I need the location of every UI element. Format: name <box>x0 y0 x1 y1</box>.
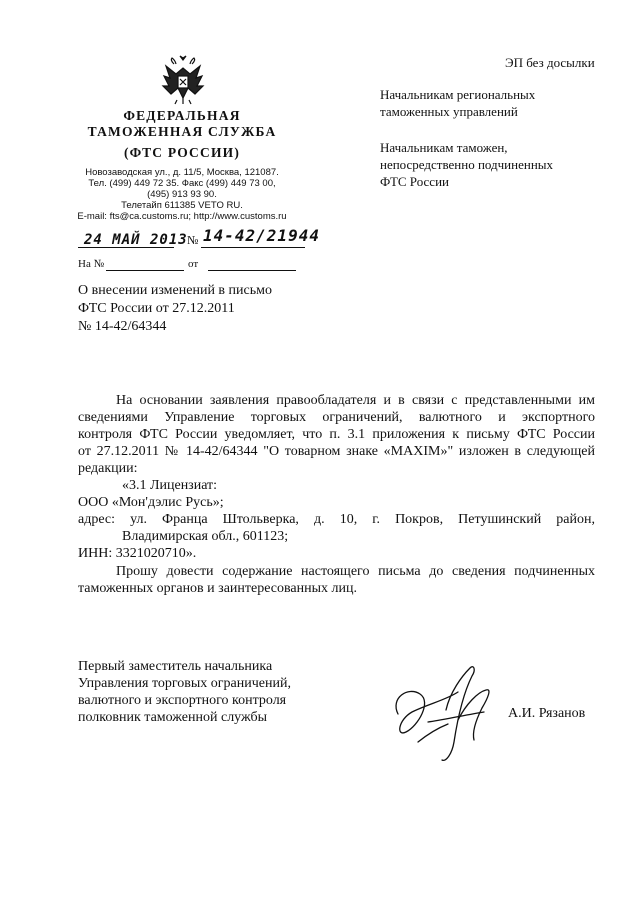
org-name-abbr: (ФТС РОССИИ) <box>123 145 241 160</box>
body-line: сведениями Управление торговых ограничений, валютного и экспортного <box>78 410 595 425</box>
handwritten-signature-icon <box>388 662 498 766</box>
ref-date-label: от <box>188 258 199 270</box>
signer-name: А.И. Рязанов <box>508 706 586 721</box>
signer-title-line: полковник таможенной службы <box>78 710 268 725</box>
addressee-line: ФТС России <box>380 174 449 189</box>
quote-line: «3.1 Лицензиат: <box>122 478 218 493</box>
ref-number-label: На № <box>78 258 105 270</box>
ep-note: ЭП без досылки <box>505 55 595 70</box>
addressee-line: Начальникам региональных <box>380 87 536 102</box>
addressee-line: таможенных управлений <box>380 104 518 119</box>
teletype-line: Телетайп 611385 VETO RU. <box>121 200 243 211</box>
quote-line: адрес: ул. Франца Штольверка, д. 10, г. Покров, Петушинский район, <box>78 512 595 527</box>
quote-line: ООО «Мон'дэлис Русь»; <box>78 495 224 510</box>
double-headed-eagle-icon <box>160 54 206 106</box>
body-line: от 27.12.2011 № 14-42/64344 "О товарном знаке «MAXIM»" изложен в следующей <box>78 444 595 459</box>
body-line: контроля ФТС России уведомляет, что п. 3.1 приложения к письму ФТС России <box>78 427 595 442</box>
registration-date-stamp: 24 МАЙ 2013 <box>84 232 188 248</box>
subject-line: ФТС России от 27.12.2011 <box>78 301 235 316</box>
body-line: редакции: <box>78 461 138 476</box>
signer-title-line: валютного и экспортного контроля <box>78 693 287 708</box>
phone-line-2: (495) 913 93 90. <box>147 189 217 200</box>
subject-line: № 14-42/64344 <box>78 319 167 334</box>
org-name-line2: ТАМОЖЕННАЯ СЛУЖБА <box>87 124 277 139</box>
ref-number-line <box>106 270 184 271</box>
address-line: Новозаводская ул., д. 11/5, Москва, 121087. <box>85 167 279 178</box>
body-line: таможенных органов и заинтересованных лиц. <box>78 581 357 596</box>
signer-title-line: Управления торговых ограничений, <box>78 676 291 691</box>
quote-line: Владимирская обл., 601123; <box>122 529 289 544</box>
body-line: Прошу довести содержание настоящего письма до сведения подчиненных <box>116 564 595 579</box>
ref-date-line <box>208 270 296 271</box>
registration-number: 14-42/21944 <box>203 226 320 245</box>
number-sign: № <box>187 233 199 247</box>
phone-line: Тел. (499) 449 72 35. Факс (499) 449 73 00, <box>88 178 276 189</box>
quote-line: ИНН: 3321020710». <box>78 546 197 561</box>
signer-title-line: Первый заместитель начальника <box>78 659 273 674</box>
number-underline <box>201 247 305 248</box>
subject-line: О внесении изменений в письмо <box>78 283 272 298</box>
org-name-line1: ФЕДЕРАЛЬНАЯ <box>123 108 241 123</box>
date-underline <box>78 247 174 248</box>
addressee-line: непосредственно подчиненных <box>380 157 554 172</box>
addressee-line: Начальникам таможен, <box>380 140 508 155</box>
body-line: На основании заявления правообладателя и в связи с представленными им <box>116 393 595 408</box>
email-line: E-mail: fts@ca.customs.ru; http://www.customs.ru <box>77 211 287 222</box>
